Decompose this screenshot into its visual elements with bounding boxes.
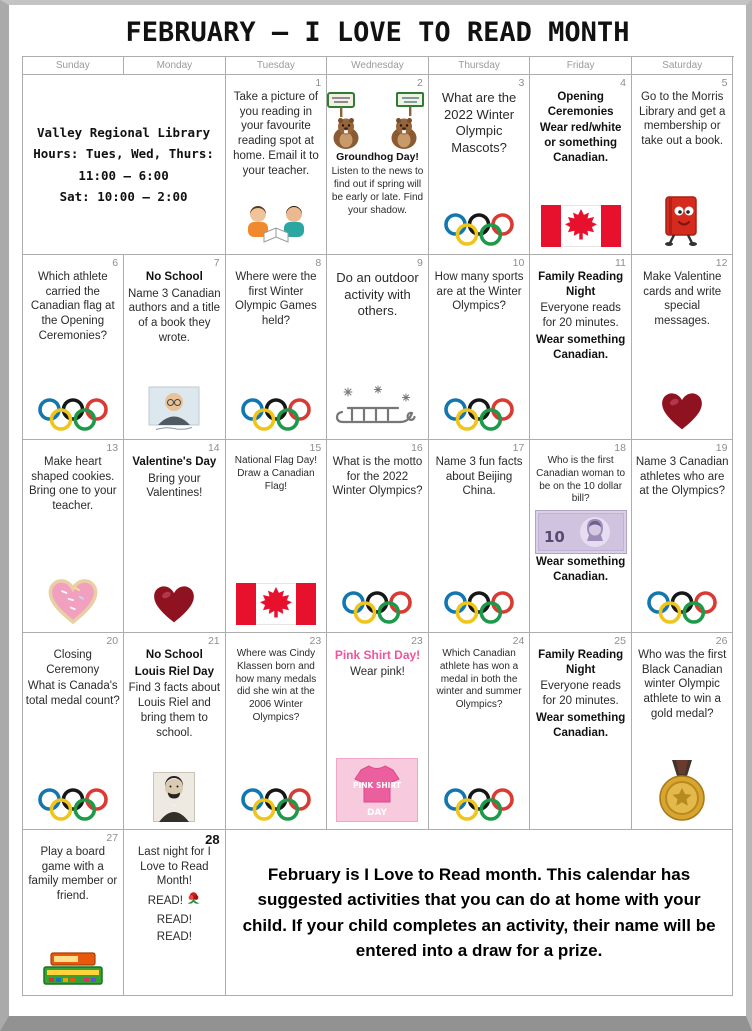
cell-text-with-icon — [127, 891, 222, 911]
day-number: 6 — [112, 257, 119, 269]
olympic-rings-icon — [341, 591, 413, 630]
week-row-5 — [23, 830, 734, 996]
day-cell-23 — [327, 633, 429, 830]
cell-text: Name 3 fun facts about Beijing China. — [435, 456, 523, 498]
week-row-4 — [23, 633, 734, 830]
day-number: 26 — [715, 635, 728, 647]
cell-text: Make Valentine cards and write special messages. — [642, 271, 722, 328]
day-number: 20 — [106, 635, 119, 647]
cell-text: Which Canadian athlete has won a medal in both the winter and summer Olympics? — [436, 648, 522, 711]
groundhogs-icon — [327, 92, 429, 150]
day-number: 5 — [721, 77, 728, 89]
day-number: 13 — [106, 442, 119, 454]
weekday-thursday: Thursday — [429, 57, 531, 75]
cell-text: Family Reading Night — [538, 271, 624, 298]
day-cell-28 — [124, 830, 226, 996]
day-number: 19 — [715, 442, 728, 454]
day-number: 11 — [615, 257, 626, 269]
day-cell-17 — [429, 440, 531, 633]
cell-text: Go to the Morris Library and get a membership or take out a book. — [639, 91, 726, 148]
day-number: 9 — [416, 257, 423, 269]
week-row-1 — [23, 75, 734, 255]
cell-text: Hours: Tues, Wed, Thurs: — [33, 146, 214, 162]
day-number: 24 — [512, 635, 525, 647]
cell-text: Last night for I Love to Read Month! — [137, 846, 211, 888]
page-title: FEBRUARY – I LOVE TO READ MONTH — [125, 17, 630, 48]
cell-text: Wear red/white or something Canadian. — [539, 122, 622, 164]
day-cell-3 — [429, 75, 531, 255]
day-number: 25 — [614, 635, 626, 647]
cell-text: Everyone reads for 20 minutes. — [540, 680, 621, 708]
gold-medal-icon — [655, 760, 709, 827]
red-book-icon — [660, 195, 704, 252]
day-cell-7 — [124, 255, 226, 440]
day-cell-27 — [23, 830, 125, 996]
kids-reading-icon — [238, 201, 314, 252]
day-cell-23 — [226, 633, 328, 830]
cell-text: Find 3 facts about Louis Riel and bring them to school. — [128, 682, 221, 739]
day-cell-5 — [632, 75, 734, 255]
cell-text: Where were the first Winter Olympic Games held? — [235, 271, 317, 328]
day-cell-11 — [530, 255, 632, 440]
olympic-rings-icon — [37, 788, 109, 827]
day-number: 8 — [315, 257, 322, 269]
cell-text: Wear something Canadian. — [536, 333, 626, 361]
cell-text: Closing Ceremony — [46, 649, 100, 676]
cell-text: Name 3 Canadian authors and a title of a book they wrote. — [128, 287, 221, 344]
olympic-rings-icon — [37, 398, 109, 437]
cell-text: What is the motto for the 2022 Winter Olympics? — [332, 456, 423, 498]
sled-icon — [334, 384, 420, 437]
weekday-tuesday: Tuesday — [226, 57, 328, 75]
day-number: 10 — [512, 257, 525, 269]
day-cell-9 — [327, 255, 429, 440]
olympic-rings-icon — [443, 398, 515, 437]
calendar-grid — [22, 56, 734, 996]
day-number: 23 — [411, 635, 423, 647]
cell-text: What is Canada's total medal count? — [25, 680, 120, 708]
cell-text: Wear pink! — [350, 666, 405, 679]
louis-riel-photo-icon — [153, 772, 195, 827]
day-cell-6 — [23, 255, 125, 440]
olympic-rings-icon — [443, 788, 515, 827]
library-info-cell — [23, 75, 226, 255]
weekday-header-row — [23, 57, 734, 75]
cell-text: READ! — [156, 913, 192, 926]
cell-text: Wear something Canadian. — [536, 556, 626, 583]
day-cell-14 — [124, 440, 226, 633]
cell-text: Listen to the news to find out if spring will be early or late. Find your shadow. — [331, 166, 424, 216]
week-row-3 — [23, 440, 734, 633]
weekday-sunday: Sunday — [23, 57, 125, 75]
cell-text: Opening Ceremonies — [547, 91, 614, 118]
day-number: 14 — [207, 442, 220, 454]
weekday-wednesday: Wednesday — [327, 57, 429, 75]
day-number: 23 — [309, 635, 322, 647]
read-flower-icon — [186, 891, 201, 911]
cell-text: Louis Riel Day — [134, 665, 214, 678]
day-cell-4 — [530, 75, 632, 255]
cell-text: Valley Regional Library — [37, 124, 211, 140]
day-cell-15 — [226, 440, 328, 633]
weekday-friday: Friday — [530, 57, 632, 75]
cell-text: Name 3 Canadian athletes who are at the Olympics? — [635, 456, 729, 498]
red-heart-icon — [151, 583, 197, 630]
day-cell-2 — [327, 75, 429, 255]
cell-text: Wear something Canadian. — [536, 711, 626, 739]
olympic-rings-icon — [443, 591, 515, 630]
day-number: 12 — [715, 257, 728, 269]
day-number: 21 — [207, 635, 220, 647]
cell-text: Family Reading Night — [538, 649, 624, 676]
day-cell-12 — [632, 255, 734, 440]
cell-text: What are the 2022 Winter Olympic Mascots? — [441, 90, 517, 155]
day-number: 17 — [512, 442, 525, 454]
day-cell-13 — [23, 440, 125, 633]
day-number: 2 — [416, 77, 423, 89]
day-cell-1 — [226, 75, 328, 255]
day-cell-25 — [530, 633, 632, 830]
weekday-saturday: Saturday — [632, 57, 734, 75]
pink-shirt-icon — [336, 758, 418, 827]
day-number: 7 — [213, 257, 220, 269]
svg-text:10: 10 — [543, 528, 565, 547]
day-number: 18 — [614, 442, 626, 454]
ten-dollar-bill-icon — [535, 510, 627, 554]
cell-text: National Flag Day! Draw a Canadian Flag! — [234, 455, 318, 492]
day-cell-19 — [632, 440, 734, 633]
cell-text: Play a board game with a family member or friend. — [28, 846, 118, 903]
cell-text: Make heart shaped cookies. Bring one to your teacher. — [28, 456, 117, 513]
day-cell-24 — [429, 633, 531, 830]
day-cell-10 — [429, 255, 531, 440]
day-number: 28 — [205, 832, 220, 847]
cell-text: No School — [145, 271, 203, 283]
day-number: 16 — [411, 442, 423, 454]
cell-text: Bring your Valentines! — [146, 472, 203, 500]
day-number: 3 — [518, 77, 525, 89]
cell-text: Pink Shirt Day! — [334, 648, 421, 662]
olympic-rings-icon — [443, 213, 515, 252]
week-row-2 — [23, 255, 734, 440]
cell-text: Who was the first Black Canadian winter Olympic athlete to win a gold medal? — [638, 649, 727, 720]
day-number: 15 — [309, 442, 322, 454]
day-cell-8 — [226, 255, 328, 440]
cell-text: Groundhog Day! — [336, 151, 419, 163]
cell-text: Who is the first Canadian woman to be on the 10 dollar bill? — [536, 455, 626, 505]
cell-text: Take a picture of you reading in your favourite reading spot at home. Email it to your teacher. — [233, 91, 319, 177]
cell-text: February is I Love to Read month. This calendar has suggested activities that you can do at home with your child. If your child completes an activity, their name will be entered into a draw for a prize. — [242, 864, 716, 960]
canada-flag-icon — [541, 205, 621, 252]
cell-text: Valentine's Day — [132, 456, 217, 468]
cell-text: READ! — [147, 894, 183, 907]
heart-cookie-icon — [46, 577, 100, 630]
cell-text: 11:00 – 6:00 — [78, 167, 169, 183]
day-cell-18 — [530, 440, 632, 633]
author-photo-icon — [148, 386, 200, 437]
day-number: 27 — [106, 832, 119, 844]
cell-text: How many sports are at the Winter Olympics? — [434, 271, 524, 313]
day-number: 4 — [620, 77, 626, 89]
cell-text: READ! — [156, 930, 192, 943]
cell-text: Sat: 10:00 – 2:00 — [59, 188, 188, 204]
cell-text: Where was Cindy Klassen born and how many medals did she win at the 2006 Winter Olympics? — [235, 648, 317, 723]
day-number: 1 — [315, 77, 322, 89]
day-cell-26 — [632, 633, 734, 830]
red-heart-icon — [659, 390, 705, 437]
cell-text: Everyone reads for 20 minutes. — [540, 302, 621, 330]
canada-flag-icon — [236, 583, 316, 630]
month-note-cell — [226, 830, 734, 996]
cell-text: Which athlete carried the Canadian flag at the Opening Ceremonies? — [30, 271, 115, 342]
day-cell-16 — [327, 440, 429, 633]
olympic-rings-icon — [646, 591, 718, 630]
svg-text:DAY: DAY — [367, 808, 388, 818]
cell-text: No School — [145, 649, 203, 661]
calendar-weeks — [23, 75, 734, 996]
olympic-rings-icon — [240, 788, 312, 827]
day-cell-21 — [124, 633, 226, 830]
board-game-icon — [41, 948, 105, 993]
cell-text: Do an outdoor activity with others. — [336, 270, 419, 319]
weekday-monday: Monday — [124, 57, 226, 75]
olympic-rings-icon — [240, 398, 312, 437]
day-cell-20 — [23, 633, 125, 830]
svg-text:PINK SHIRT: PINK SHIRT — [353, 781, 402, 790]
